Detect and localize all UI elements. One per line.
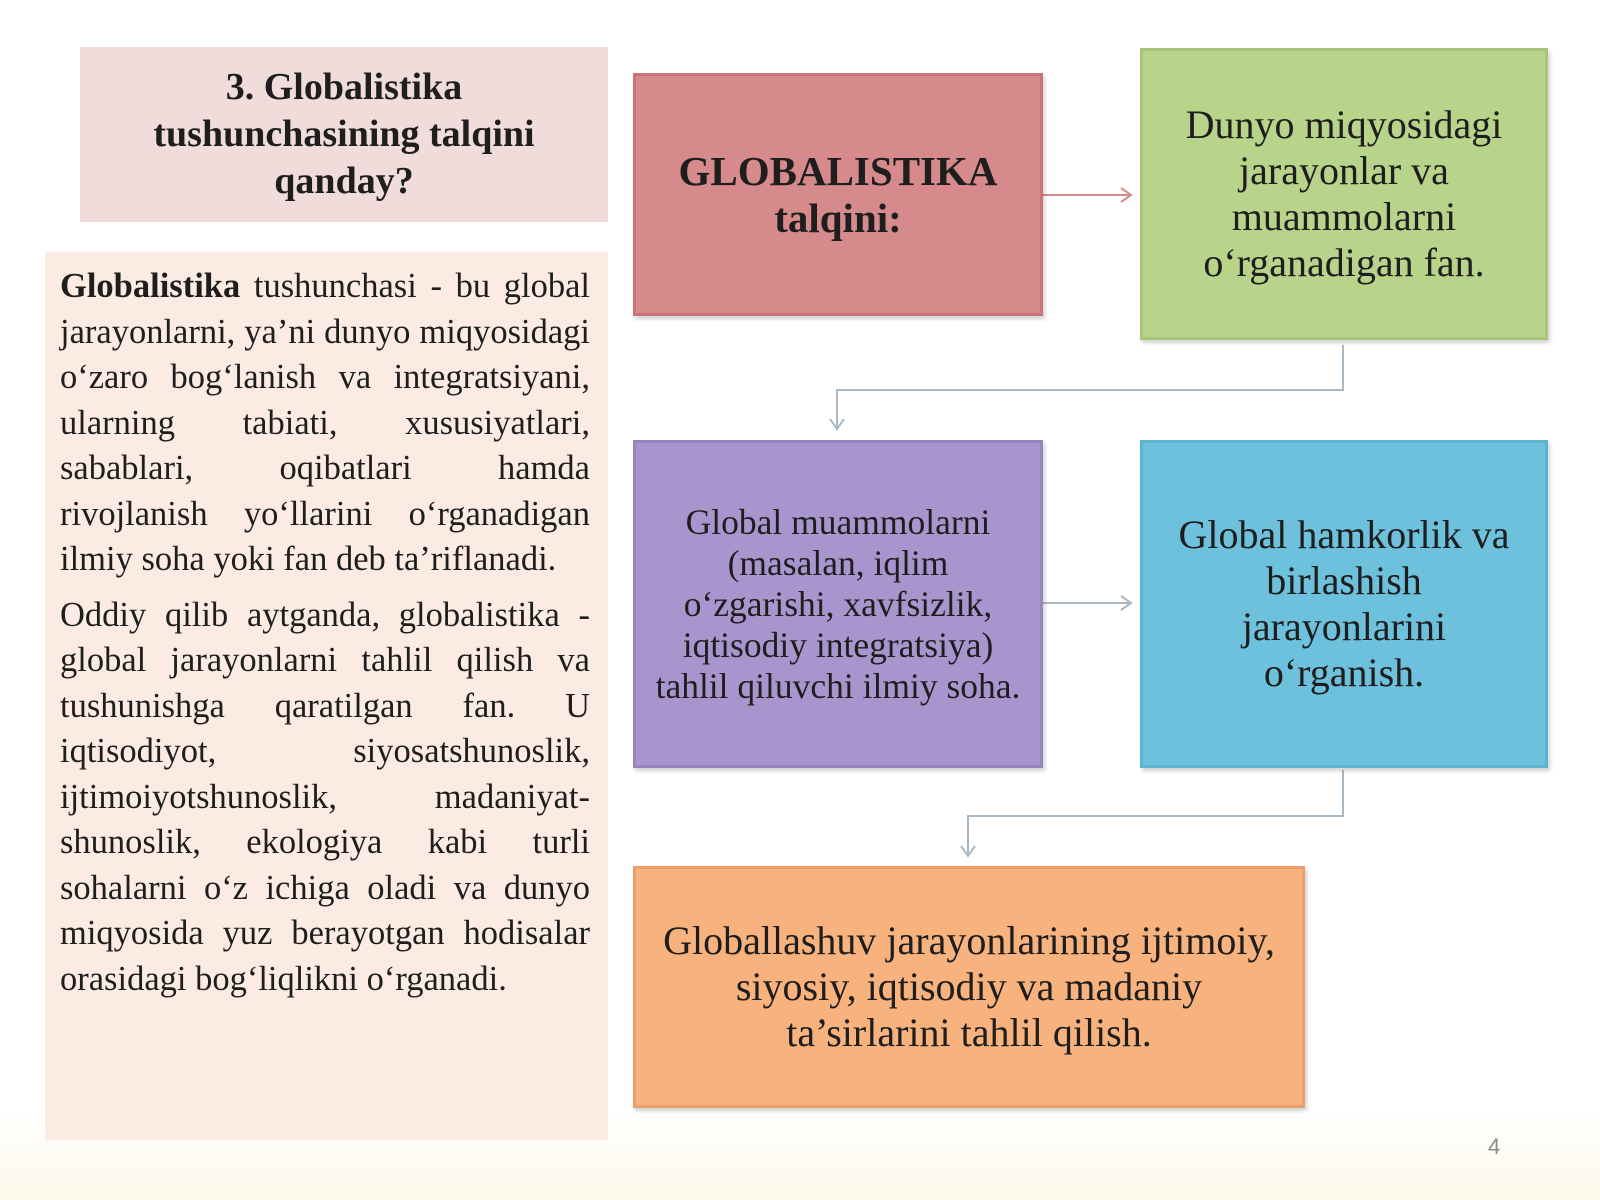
- diagram-box-4-text: Globallashuv jarayonlarining ijtimoiy, siyosiy, iqtisodiy va madaniy ta’sirlarini tahlil qilish.: [663, 918, 1275, 1055]
- connector-box3-to-box4: [968, 770, 1343, 855]
- diagram-box-1: [1140, 48, 1548, 340]
- page-number: 4: [1488, 1134, 1501, 1159]
- diagram-box-3: [1140, 440, 1548, 768]
- connector-box1-to-box2: [837, 345, 1343, 428]
- diagram-box-1-text: Dunyo miqyosidagi jarayonlar va muammolarni o‘rganadigan fan.: [1185, 102, 1503, 285]
- diagram-box-2: [633, 440, 1043, 768]
- diagram-box-3-text: Global hamkorlik va birlashish jarayonlarini o‘rganish.: [1178, 512, 1510, 695]
- diagram-center-text: GLOBALISTIKA talqini:: [678, 147, 998, 241]
- diagram-center-box: [633, 73, 1043, 316]
- definition-paragraph-1-text: tushunchasi - bu global jarayonlarni, ya’ni dunyo miqyosidagi o‘zaro bog‘lanish va integratsiyani, ularning tabiati, xususiyatlari, sabablari, oqibatlari hamda rivojlanish yo‘llarini o‘rganadigan ilmiy soha yoki fan deb ta’riflanadi.: [60, 267, 590, 578]
- definition-paragraph-2: Oddiy qilib aytganda, globalistika - global jarayonlarni tahlil qilish va tushunishga qaratilgan fan. U iqtisodiyot, siyosatshunoslik, ijtimoiyotshunoslik, madaniyat-shunoslik, ekologiya kabi turli sohalarni o‘z ichiga oladi va dunyo miqyosida yuz berayotgan hodisalar orasidagi bog‘liqlikni o‘rganadi.: [60, 595, 590, 998]
- diagram-box-2-text: Global muammolarni (masalan, iqlim o‘zgarishi, xavfsizlik, iqtisodiy integratsiya) tahlil qiluvchi ilmiy soha.: [655, 501, 1021, 706]
- diagram-box-4: [633, 866, 1305, 1108]
- slide-title-text: 3. Globalistika tushunchasining talqini qanday?: [153, 66, 535, 202]
- definition-term: Globalistika: [60, 267, 241, 305]
